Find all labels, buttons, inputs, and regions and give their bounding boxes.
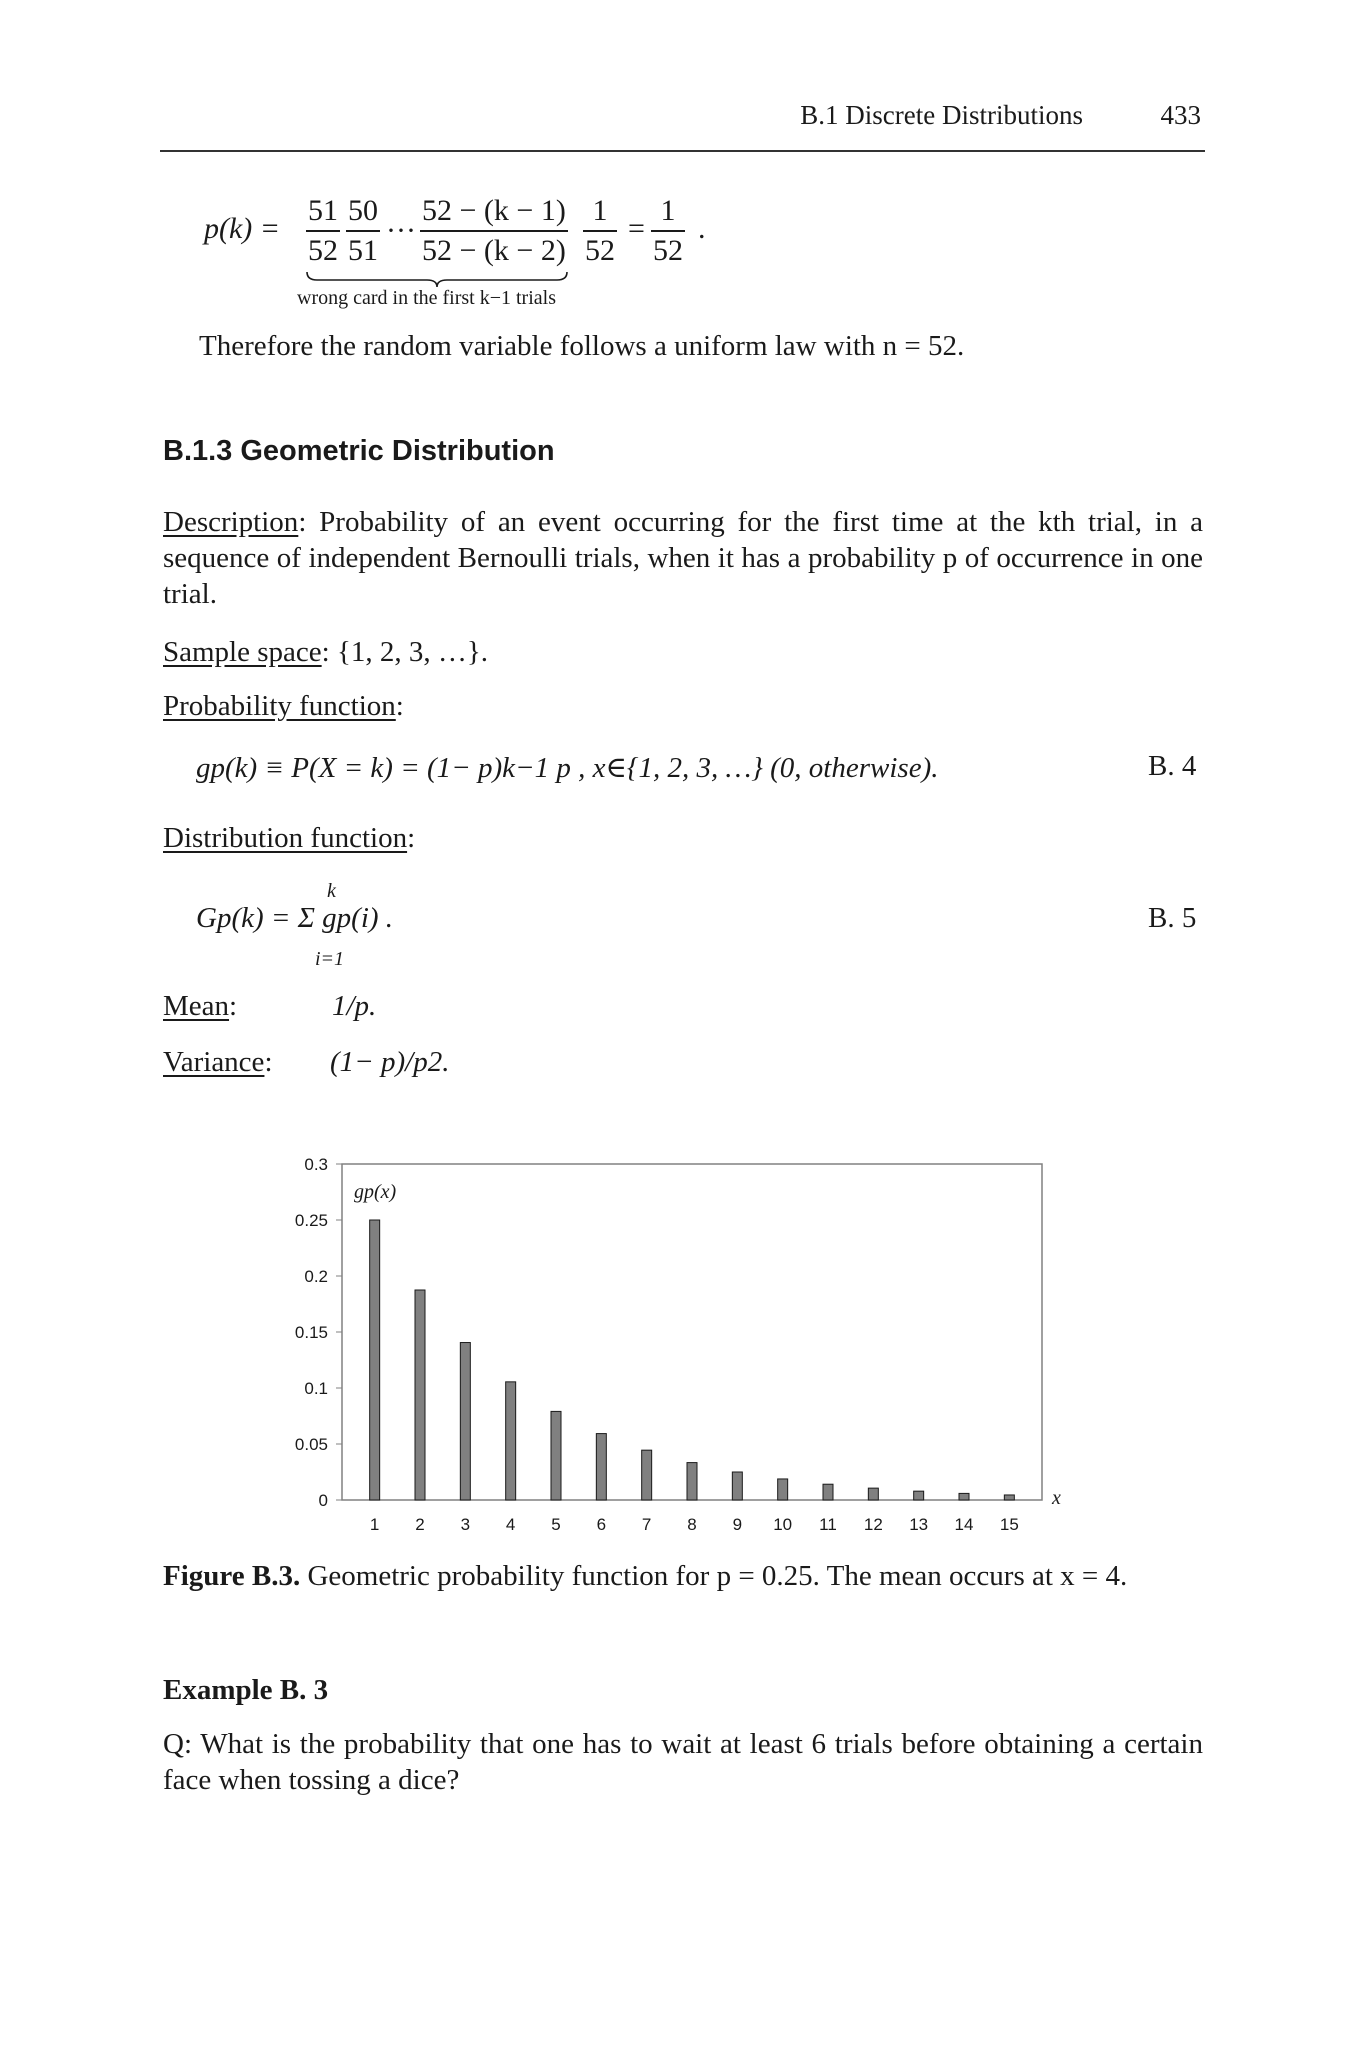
example-title: Example B. 3: [163, 1674, 329, 1706]
formula-lhs: p(k) =: [204, 212, 281, 245]
fraction-1: 51 52: [308, 194, 338, 267]
fraction-3: 52 − (k − 1) 52 − (k − 2): [422, 194, 566, 267]
figure-caption-label: Figure B.3.: [163, 1560, 301, 1592]
y-tick-label: 0.15: [294, 1323, 328, 1342]
dist-fn-heading: Distribution function:: [163, 822, 416, 854]
bar-5: [551, 1411, 561, 1500]
x-tick-label: 3: [460, 1515, 471, 1534]
x-tick-label: 13: [909, 1515, 929, 1534]
bar-2: [415, 1290, 425, 1500]
formula-equals: =: [628, 212, 645, 245]
y-tick-label: 0: [318, 1491, 328, 1510]
y-tick-label: 0.2: [304, 1267, 328, 1286]
sample-space-text: : {1, 2, 3, …}.: [321, 636, 489, 668]
geometric-bar-chart: [270, 1150, 1070, 1540]
bar-9: [732, 1472, 742, 1500]
y-tick-label: 0.3: [304, 1155, 328, 1174]
description-text: : Probability of an event occurring for the first time at the kth trial, in a sequence of independent Bernoulli trials, when it has a probability p of occurrence in one trial.: [163, 506, 1203, 610]
sum-lower: i=1: [315, 948, 345, 970]
plot-frame: [342, 1164, 1042, 1500]
equation-b4: gp(k) ≡ P(X = k) = (1− p)k−1 p , x∈{1, 2, 3, …} (0, otherwise).: [196, 752, 939, 784]
equation-b5-label: B. 5: [1148, 902, 1197, 934]
variance-label: Variance: [163, 1046, 265, 1078]
formula-dots: ···: [386, 214, 416, 247]
description-label: Description: [163, 506, 299, 538]
variance-line: Variance:: [163, 1046, 273, 1078]
series-label: gp(x): [354, 1181, 397, 1203]
bar-11: [823, 1484, 833, 1500]
x-tick-label: 6: [596, 1515, 607, 1534]
mean-label: Mean: [163, 990, 230, 1022]
x-tick-label: 1: [369, 1515, 380, 1534]
figure-caption-text: Geometric probability function for p = 0.25. The mean occurs at x = 4.: [300, 1560, 1128, 1592]
x-tick-label: 9: [732, 1515, 743, 1534]
header-page-number: 433: [1160, 100, 1201, 130]
bar-10: [778, 1479, 788, 1500]
mean-line: Mean:: [163, 990, 238, 1022]
mean-value: 1/p.: [332, 990, 377, 1022]
formula-period: .: [698, 212, 706, 245]
y-tick-label: 0.25: [294, 1211, 328, 1230]
bar-7: [642, 1450, 652, 1500]
section-heading: B.1.3 Geometric Distribution: [163, 435, 555, 467]
uniform-sentence: Therefore the random variable follows a uniform law with n = 52.: [199, 330, 965, 362]
fraction-2: 50 51: [348, 194, 378, 267]
fraction-4: 1 52: [585, 194, 615, 267]
bars: [370, 1220, 1015, 1500]
prob-fn-heading: Probability function:: [163, 690, 404, 722]
bar-12: [868, 1488, 878, 1500]
x-axis-ticks: [370, 1515, 1019, 1534]
x-tick-label: 2: [415, 1515, 425, 1534]
figure-caption: [163, 1560, 1127, 1593]
x-tick-label: 7: [641, 1515, 652, 1534]
x-tick-label: 8: [687, 1515, 697, 1534]
y-axis-ticks: [295, 1155, 342, 1510]
x-tick-label: 15: [999, 1515, 1019, 1534]
fraction-5: 1 52: [653, 194, 683, 267]
dist-fn-label: Distribution function: [163, 822, 408, 854]
formula-top: [0, 0, 1350, 320]
sample-space: [163, 634, 488, 670]
x-tick-label: 10: [773, 1515, 793, 1534]
bar-8: [687, 1463, 697, 1500]
sum-expression: Gp(k) = Σ gp(i) .: [196, 902, 394, 934]
x-tick-label: 12: [863, 1515, 883, 1534]
underbrace: [305, 270, 570, 288]
header-section-title: B.1 Discrete Distributions: [800, 100, 1083, 130]
y-tick-label: 0.05: [294, 1435, 328, 1454]
bar-14: [959, 1493, 969, 1500]
x-tick-label: 4: [505, 1515, 516, 1534]
bar-4: [506, 1382, 516, 1500]
underbrace-label: wrong card in the first k−1 trials: [297, 287, 556, 309]
x-axis-label: x: [1052, 1487, 1061, 1509]
example-question: Q: What is the probability that one has to wait at least 6 trials before obtaining a certain face when tossing a dice?: [163, 1728, 1203, 1796]
bar-13: [914, 1491, 924, 1500]
prob-fn-label: Probability function: [163, 690, 396, 722]
x-tick-label: 11: [819, 1515, 837, 1534]
variance-value: (1− p)/p2.: [330, 1046, 450, 1078]
x-tick-label: 14: [954, 1515, 974, 1534]
equation-b4-label: B. 4: [1148, 750, 1197, 782]
sum-upper: k: [327, 880, 336, 902]
bar-3: [460, 1343, 470, 1500]
sample-space-label: Sample space: [163, 636, 322, 668]
x-tick-label: 5: [551, 1515, 561, 1534]
bar-15: [1004, 1495, 1014, 1500]
description-paragraph: [163, 504, 1203, 612]
bar-6: [596, 1434, 606, 1500]
y-tick-label: 0.1: [304, 1379, 328, 1398]
bar-1: [370, 1220, 380, 1500]
